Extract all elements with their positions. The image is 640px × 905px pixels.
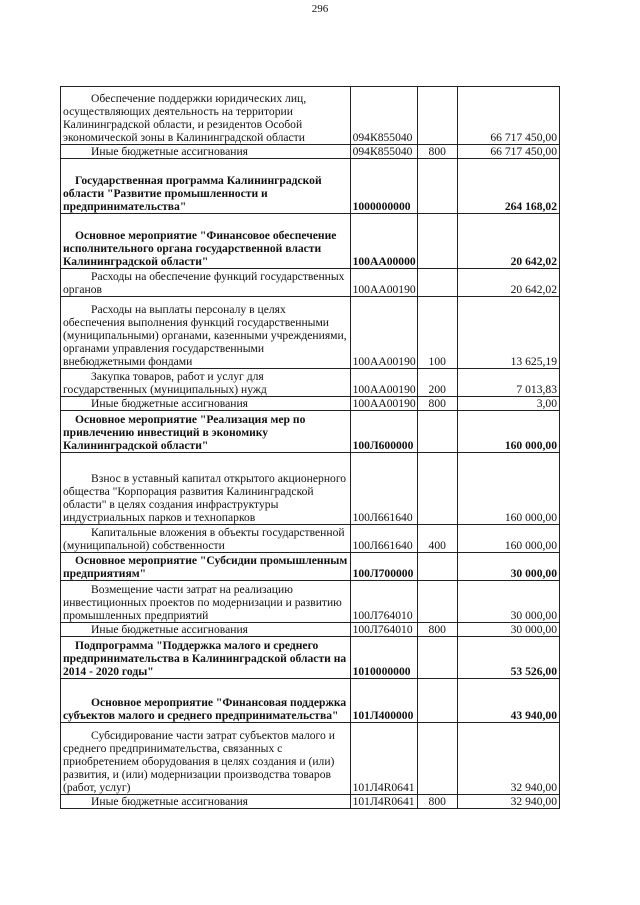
row-vr	[417, 637, 457, 679]
table-row	[61, 453, 560, 525]
row-name: Расходы на выплаты персоналу в целях обеспечения выполнения функций государственными (муниципальными) органами, казенными учреждениями, органами управления государственными внебюджетными фондами	[61, 297, 351, 369]
row-vr	[417, 269, 457, 297]
row-vr: 800	[417, 145, 457, 159]
row-vr: 800	[417, 397, 457, 411]
row-code: 101Л4R0641	[350, 795, 417, 809]
row-sum: 32 940,00	[457, 795, 559, 809]
row-name: Подпрограмма "Поддержка малого и среднего предпринимательства в Калининградской области на 2014 - 2020 годы"	[61, 637, 351, 679]
table-row	[61, 269, 560, 297]
row-vr	[417, 723, 457, 795]
row-vr	[417, 411, 457, 453]
row-sum: 160 000,00	[457, 411, 559, 453]
row-sum: 264 168,02	[457, 159, 559, 214]
row-code: 1000000000	[350, 159, 417, 214]
row-code: 100Л600000	[350, 411, 417, 453]
table-row	[61, 525, 560, 553]
row-sum: 30 000,00	[457, 581, 559, 623]
row-code: 100АА00190	[350, 369, 417, 397]
row-name: Закупка товаров, работ и услуг для государственных (муниципальных) нужд	[61, 369, 351, 397]
row-code: 100АА00190	[350, 297, 417, 369]
row-sum: 66 717 450,00	[457, 145, 559, 159]
row-sum: 7 013,83	[457, 369, 559, 397]
table-row	[61, 581, 560, 623]
row-vr	[417, 87, 457, 145]
table-row	[61, 159, 560, 214]
row-code: 100Л764010	[350, 581, 417, 623]
row-name: Основное мероприятие "Реализация мер по привлечению инвестиций в экономику Калининградской области"	[61, 411, 351, 453]
row-name: Иные бюджетные ассигнования	[61, 795, 351, 809]
row-code: 100АА00190	[350, 397, 417, 411]
row-name: Капитальные вложения в объекты государственной (муниципальной) собственности	[61, 525, 351, 553]
row-sum: 30 000,00	[457, 623, 559, 637]
row-vr: 100	[417, 297, 457, 369]
row-vr	[417, 679, 457, 723]
row-vr: 200	[417, 369, 457, 397]
table-row	[61, 145, 560, 159]
row-sum: 53 526,00	[457, 637, 559, 679]
row-code: 094К855040	[350, 145, 417, 159]
row-code: 101Л400000	[350, 679, 417, 723]
page-number: 296	[311, 3, 329, 15]
row-code: 100Л700000	[350, 553, 417, 581]
row-sum: 13 625,19	[457, 297, 559, 369]
row-name: Иные бюджетные ассигнования	[61, 623, 351, 637]
row-code: 100Л764010	[350, 623, 417, 637]
row-code: 100Л661640	[350, 525, 417, 553]
row-name: Основное мероприятие "Финансовая поддержка субъектов малого и среднего предпринимательства"	[61, 679, 351, 723]
row-vr	[417, 214, 457, 269]
table-row	[61, 553, 560, 581]
row-code: 101Л4R0641	[350, 723, 417, 795]
row-vr: 800	[417, 795, 457, 809]
row-name: Иные бюджетные ассигнования	[61, 397, 351, 411]
row-name: Взнос в уставный капитал открытого акционерного общества "Корпорация развития Калининградской области" в целях создания инфраструктуры индустриальных парков и технопарков	[61, 453, 351, 525]
row-vr: 400	[417, 525, 457, 553]
row-code: 094К855040	[350, 87, 417, 145]
table-row	[61, 369, 560, 397]
row-name: Расходы на обеспечение функций государственных органов	[61, 269, 351, 297]
budget-table	[60, 86, 560, 809]
table-row	[61, 637, 560, 679]
table-row	[61, 623, 560, 637]
row-sum: 30 000,00	[457, 553, 559, 581]
row-name: Иные бюджетные ассигнования	[61, 145, 351, 159]
row-sum: 32 940,00	[457, 723, 559, 795]
row-vr	[417, 453, 457, 525]
row-vr: 800	[417, 623, 457, 637]
table-row	[61, 87, 560, 145]
table-row	[61, 411, 560, 453]
row-sum: 66 717 450,00	[457, 87, 559, 145]
table-row	[61, 214, 560, 269]
row-sum: 160 000,00	[457, 453, 559, 525]
table-row	[61, 723, 560, 795]
row-code: 1010000000	[350, 637, 417, 679]
row-vr	[417, 553, 457, 581]
row-sum: 20 642,02	[457, 214, 559, 269]
row-name: Основное мероприятие "Финансовое обеспечение исполнительного органа государственной власти Калининградской области"	[61, 214, 351, 269]
row-sum: 160 000,00	[457, 525, 559, 553]
table-row	[61, 679, 560, 723]
table-row	[61, 397, 560, 411]
row-sum: 43 940,00	[457, 679, 559, 723]
row-name: Обеспечение поддержки юридических лиц, осуществляющих деятельность на территории Калининградской области, и резидентов Особой экономической зоны в Калининградской области	[61, 87, 351, 145]
table-row	[61, 297, 560, 369]
row-sum: 3,00	[457, 397, 559, 411]
row-name: Государственная программа Калининградской области "Развитие промышленности и предпринимательства"	[61, 159, 351, 214]
row-name: Возмещение части затрат на реализацию инвестиционных проектов по модернизации и развитию промышленных предприятий	[61, 581, 351, 623]
row-sum: 20 642,02	[457, 269, 559, 297]
row-vr	[417, 581, 457, 623]
row-code: 100Л661640	[350, 453, 417, 525]
row-vr	[417, 159, 457, 214]
row-code: 100АА00190	[350, 269, 417, 297]
row-code: 100АА00000	[350, 214, 417, 269]
row-name: Основное мероприятие "Субсидии промышленным предприятиям"	[61, 553, 351, 581]
table-row	[61, 795, 560, 809]
row-name: Субсидирование части затрат субъектов малого и среднего предпринимательства, связанных с приобретением оборудования в целях создания и (или) развития, и (или) модернизации производства товаров (работ, услуг)	[61, 723, 351, 795]
